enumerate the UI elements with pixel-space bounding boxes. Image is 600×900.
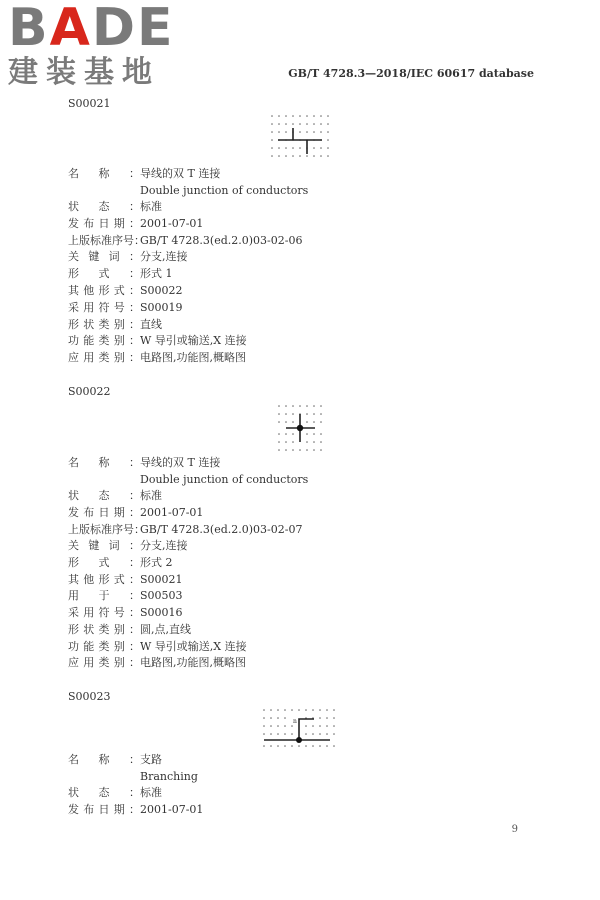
field-row: 形式：形式 2 <box>68 556 173 569</box>
standard-title: GB/T 4728.3—2018/IEC 60617 database <box>288 67 534 80</box>
field-row: 形状类别：直线 <box>68 318 162 331</box>
field-row: 关键词：分支,连接 <box>68 539 188 552</box>
field-row: 发布日期：2001-07-01 <box>68 803 204 816</box>
field-row: 名称：导线的双 T 连接 <box>68 456 221 469</box>
page-number: 9 <box>511 824 518 835</box>
field-row: 发布日期：2001-07-01 <box>68 217 204 230</box>
field-row: 关键词：分支,连接 <box>68 250 188 263</box>
english-name: Branching <box>140 770 198 783</box>
field-row: 名称：导线的双 T 连接 <box>68 167 221 180</box>
logo-bade: BADE <box>8 0 175 58</box>
entry-code: S00023 <box>68 690 111 703</box>
field-row: 应用类别：电路图,功能图,概略图 <box>68 351 246 364</box>
field-row: 发布日期：2001-07-01 <box>68 506 204 519</box>
field-row: 其他形式：S00022 <box>68 284 183 297</box>
entry-code: S00021 <box>68 97 111 110</box>
english-name: Double junction of conductors <box>140 184 309 197</box>
field-row: 采用符号：S00016 <box>68 606 183 619</box>
field-row: 状态：标准 <box>68 489 162 502</box>
field-row: 功能类别：W 导引或输送,X 连接 <box>68 640 247 653</box>
field-row: 形式：形式 1 <box>68 267 173 280</box>
field-row: 状态：标准 <box>68 786 162 799</box>
logo-chinese: 建装基地 <box>8 55 160 90</box>
field-row: 其他形式：S00021 <box>68 573 183 586</box>
field-row: 应用类别：电路图,功能图,概略图 <box>68 656 246 669</box>
symbol-branching <box>260 706 342 752</box>
symbol-label-n: n <box>293 718 297 725</box>
field-row: 上版标准序号：GB/T 4728.3(ed.2.0)03-02-06 <box>68 234 303 247</box>
field-row: 用于：S00503 <box>68 589 183 602</box>
field-row: 功能类别：W 导引或输送,X 连接 <box>68 334 247 347</box>
field-row: 采用符号：S00019 <box>68 301 183 314</box>
english-name: Double junction of conductors <box>140 473 309 486</box>
field-row: 状态：标准 <box>68 200 162 213</box>
field-row: 名称：支路 <box>68 753 162 766</box>
symbol-double-junction-form1 <box>268 112 332 160</box>
entry-code: S00022 <box>68 385 111 398</box>
field-row: 上版标准序号：GB/T 4728.3(ed.2.0)03-02-07 <box>68 523 303 536</box>
symbol-double-junction-form2 <box>275 402 327 454</box>
field-row: 形状类别：圆,点,直线 <box>68 623 191 636</box>
